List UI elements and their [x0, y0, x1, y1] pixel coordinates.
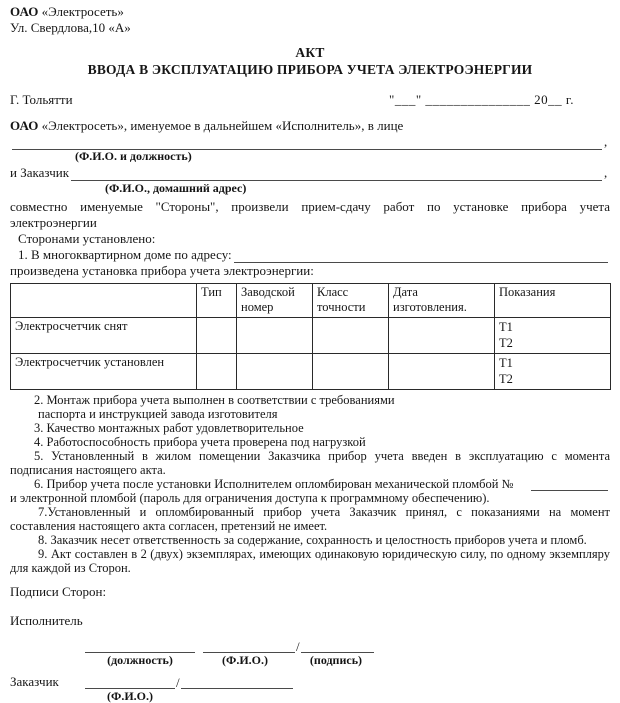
executor-name-blank-row — [10, 134, 610, 150]
cell-accuracy-class — [313, 354, 389, 390]
city-date-row — [10, 92, 610, 108]
executor-signature-hints — [10, 654, 610, 667]
comma-suffix: , — [604, 134, 608, 149]
clause-6-line-2: и электронной пломбой (пароль для ограничения доступа к программному обеспечению). — [10, 491, 490, 505]
org-name-rest: «Электросеть» — [38, 4, 124, 19]
org-name-abbr: ОАО — [10, 4, 39, 19]
document-title — [10, 44, 610, 78]
cell-readings — [495, 318, 611, 354]
cell-manufacture-date — [389, 318, 495, 354]
clause-2-line-1: 2. Монтаж прибора учета выполнен в соответствии с требованиями — [34, 393, 395, 407]
cell-readings — [495, 354, 611, 390]
row-label: Электросчетчик установлен — [11, 354, 197, 390]
executor-intro — [10, 118, 610, 134]
cell-accuracy-class — [313, 318, 389, 354]
header-type: Тип — [197, 284, 237, 318]
joint-clause: совместно именуемые "Стороны", произвели прием-сдачу работ по установке прибора учета электроэнергии — [10, 199, 610, 230]
signatures-heading: Подписи Сторон: — [10, 584, 107, 599]
clause-6-row — [10, 477, 610, 491]
executor-fio-blank — [203, 640, 295, 653]
title-line-1: АКТ — [295, 45, 325, 60]
cell-serial-number — [237, 318, 313, 354]
fio-hint: (Ф.И.О.) — [222, 653, 268, 667]
customer-fio-blank — [85, 676, 175, 689]
header-manufacture-date: Дата изготовления. — [389, 284, 495, 318]
customer-prefix: и Заказчик — [10, 165, 70, 180]
cell-type — [197, 318, 237, 354]
cell-manufacture-date — [389, 354, 495, 390]
title-line-2: ВВОДА В ЭКСПЛУАТАЦИЮ ПРИБОРА УЧЕТА ЭЛЕКТРОЭНЕРГИИ — [87, 62, 533, 77]
clause-8: 8. Заказчик несет ответственность за содержание, сохранность и целостность приборов учета и пломб. — [38, 533, 587, 547]
clause-4: 4. Работоспособность прибора учета проверена под нагрузкой — [34, 435, 366, 449]
table-row-removed-meter — [11, 318, 611, 354]
tariff-1: Т1 — [499, 356, 513, 370]
comma-suffix: , — [604, 165, 608, 180]
city-label: Г. Тольятти — [10, 92, 73, 107]
executor-name-blank — [12, 136, 602, 150]
header-readings: Показания — [495, 284, 611, 318]
slash-separator: / — [176, 675, 180, 690]
row-label: Электросчетчик снят — [11, 318, 197, 354]
tariff-2: Т2 — [499, 336, 513, 350]
cell-type — [197, 354, 237, 390]
org-name — [10, 4, 610, 20]
header-serial-number: Заводской номер — [237, 284, 313, 318]
org-address: Ул. Свердлова,10 «А» — [10, 20, 131, 35]
header-blank — [11, 284, 197, 318]
customer-party-label: Заказчик — [10, 674, 59, 689]
customer-fio-hint: (Ф.И.О.) — [107, 689, 153, 703]
executor-signature-row — [85, 638, 610, 653]
position-hint: (должность) — [107, 653, 173, 667]
executor-name-hint: (Ф.И.О. и должность) — [75, 149, 192, 163]
sign-hint: (подпись) — [309, 653, 363, 667]
executor-intro-abbr: ОАО — [10, 118, 39, 133]
letterhead — [10, 4, 610, 36]
date-blank: "___" _______________ 20__ г. — [389, 92, 574, 107]
customer-sign-blank — [181, 676, 293, 689]
executor-intro-rest: «Электросеть», именуемое в дальнейшем «Исполнитель», в лице — [38, 118, 404, 133]
executor-party-label: Исполнитель — [10, 613, 83, 628]
customer-name-hint: (Ф.И.О., домашний адрес) — [105, 181, 247, 195]
clause-5: 5. Установленный в жилом помещении Заказчика прибор учета введен в эксплуатацию с момента подписания настоящего акта. — [10, 449, 610, 477]
meter-table — [10, 283, 611, 390]
clause-9: 9. Акт составлен в 2 (двух) экземплярах, имеющих одинаковую юридическую силу, по одному экземпляру для каждой из Сторон. — [10, 547, 610, 575]
executor-sign-blank — [301, 640, 374, 653]
customer-blank-row — [10, 165, 610, 181]
established-line: Сторонами установлено: — [18, 231, 156, 246]
clause-7: 7.Установленный и опломбированный прибор учета Заказчик принял, с показаниями на момент составления настоящего акта согласен, претензий не имеет. — [10, 505, 610, 533]
tariff-1: Т1 — [499, 320, 513, 334]
clause-1-continuation: произведена установка прибора учета электроэнергии: — [10, 263, 314, 278]
customer-name-blank — [71, 167, 602, 181]
header-accuracy-class: Класс точности — [313, 284, 389, 318]
customer-signature-row — [10, 672, 610, 689]
clause-3: 3. Качество монтажных работ удовлетворительное — [34, 421, 304, 435]
clause-2-line-2: паспорта и инструкцией завода изготовителя — [38, 407, 278, 421]
table-row-installed-meter — [11, 354, 611, 390]
clause-1-row — [18, 247, 610, 263]
cell-serial-number — [237, 354, 313, 390]
slash-separator: / — [296, 639, 300, 654]
table-header-row — [11, 284, 611, 318]
tariff-2: Т2 — [499, 372, 513, 386]
clauses-list — [10, 393, 610, 575]
clause-6-text: 6. Прибор учета после установки Исполнителем опломбирован механической пломбой № — [34, 477, 514, 491]
clause-1-text: 1. В многоквартирном доме по адресу: — [18, 247, 232, 262]
seal-number-blank — [531, 479, 608, 491]
address-blank — [234, 249, 608, 263]
position-blank — [85, 640, 195, 653]
